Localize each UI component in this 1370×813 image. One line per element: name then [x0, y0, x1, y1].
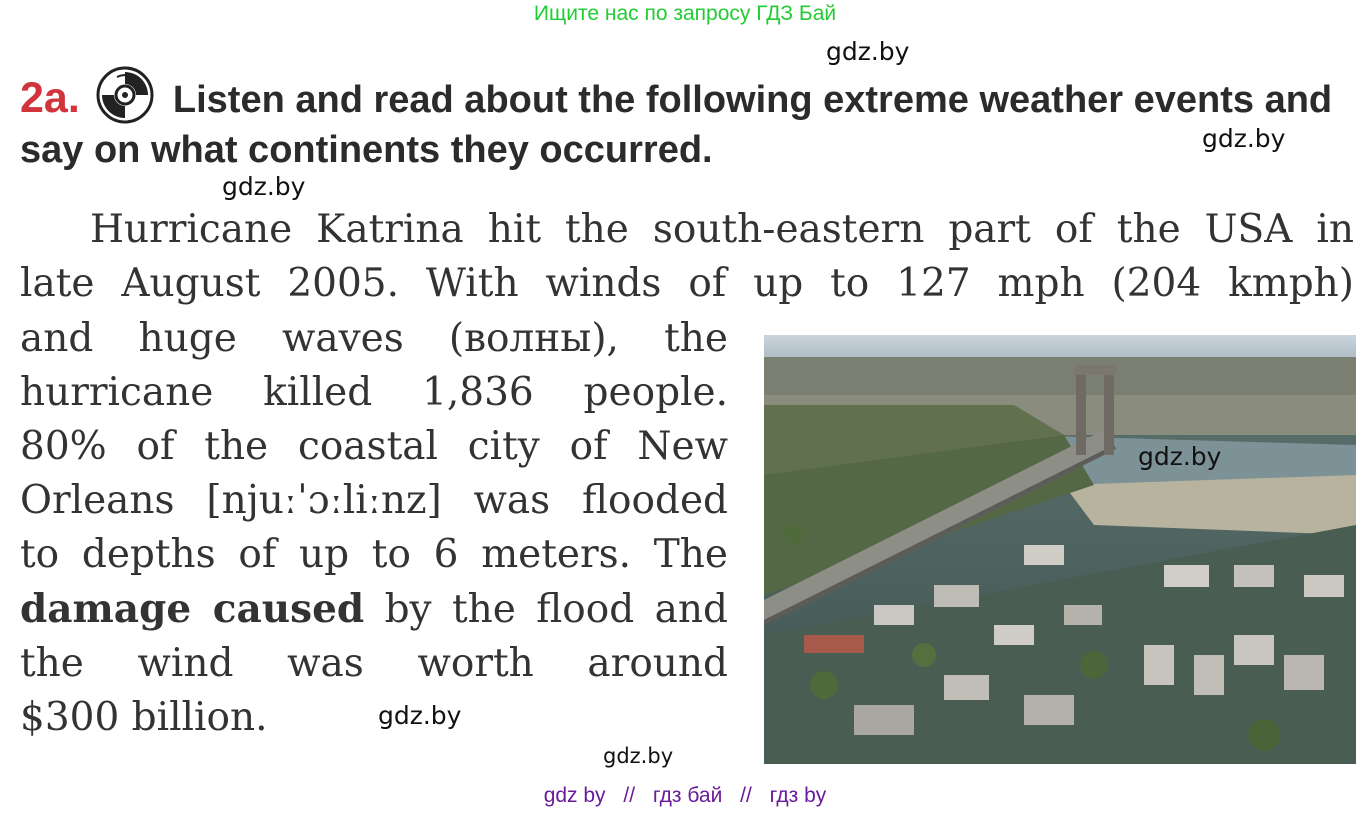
text-line: hurricane killed 1,836 people.	[20, 370, 728, 415]
flooded-city-photo	[764, 335, 1356, 764]
footer-link[interactable]: гдз by	[769, 784, 827, 807]
watermark: gdz.by	[603, 744, 674, 768]
text-line: the wind was worth around	[20, 641, 728, 686]
paragraph-body	[20, 312, 728, 745]
watermark: gdz.by	[826, 37, 910, 66]
task-title: Listen and read about the following extreme weather events and say on what continents they occurred.	[20, 79, 1333, 171]
footer-separator: //	[623, 784, 636, 807]
text-line: to depths of up to 6 meters. The	[20, 532, 728, 577]
top-banner: Ищите нас по запросу ГДЗ Бай	[533, 2, 837, 25]
text-line: and huge waves (волны), the	[20, 316, 728, 361]
task-heading	[20, 66, 1360, 175]
text-fragment: by the flood and	[364, 587, 728, 632]
footer-link[interactable]: гдз бай	[652, 784, 723, 807]
watermark: gdz.by	[378, 701, 462, 730]
paragraph-intro	[20, 203, 1354, 311]
text-line: late August 2005. With winds of up to 127 mph (204 kmph)	[20, 261, 1354, 306]
footer-separator: //	[740, 784, 752, 807]
watermark: gdz.by	[1202, 124, 1286, 153]
text-line: $300 billion.	[20, 695, 268, 740]
text-line	[20, 582, 728, 637]
watermark: gdz.by	[222, 172, 306, 201]
text-line: Orleans [njuːˈɔːliːnz] was flooded	[20, 478, 728, 523]
footer	[0, 784, 1370, 808]
text-line: Hurricane Katrina hit the south-eastern part of the USA in	[90, 207, 1354, 252]
bold-term: damage caused	[20, 586, 365, 632]
watermark: gdz.by	[1138, 442, 1222, 471]
text-line: 80% of the coastal city of New	[20, 424, 728, 469]
footer-link[interactable]: gdz by	[543, 784, 606, 807]
task-number: 2a.	[20, 74, 80, 122]
audio-cd-icon[interactable]	[96, 66, 154, 124]
